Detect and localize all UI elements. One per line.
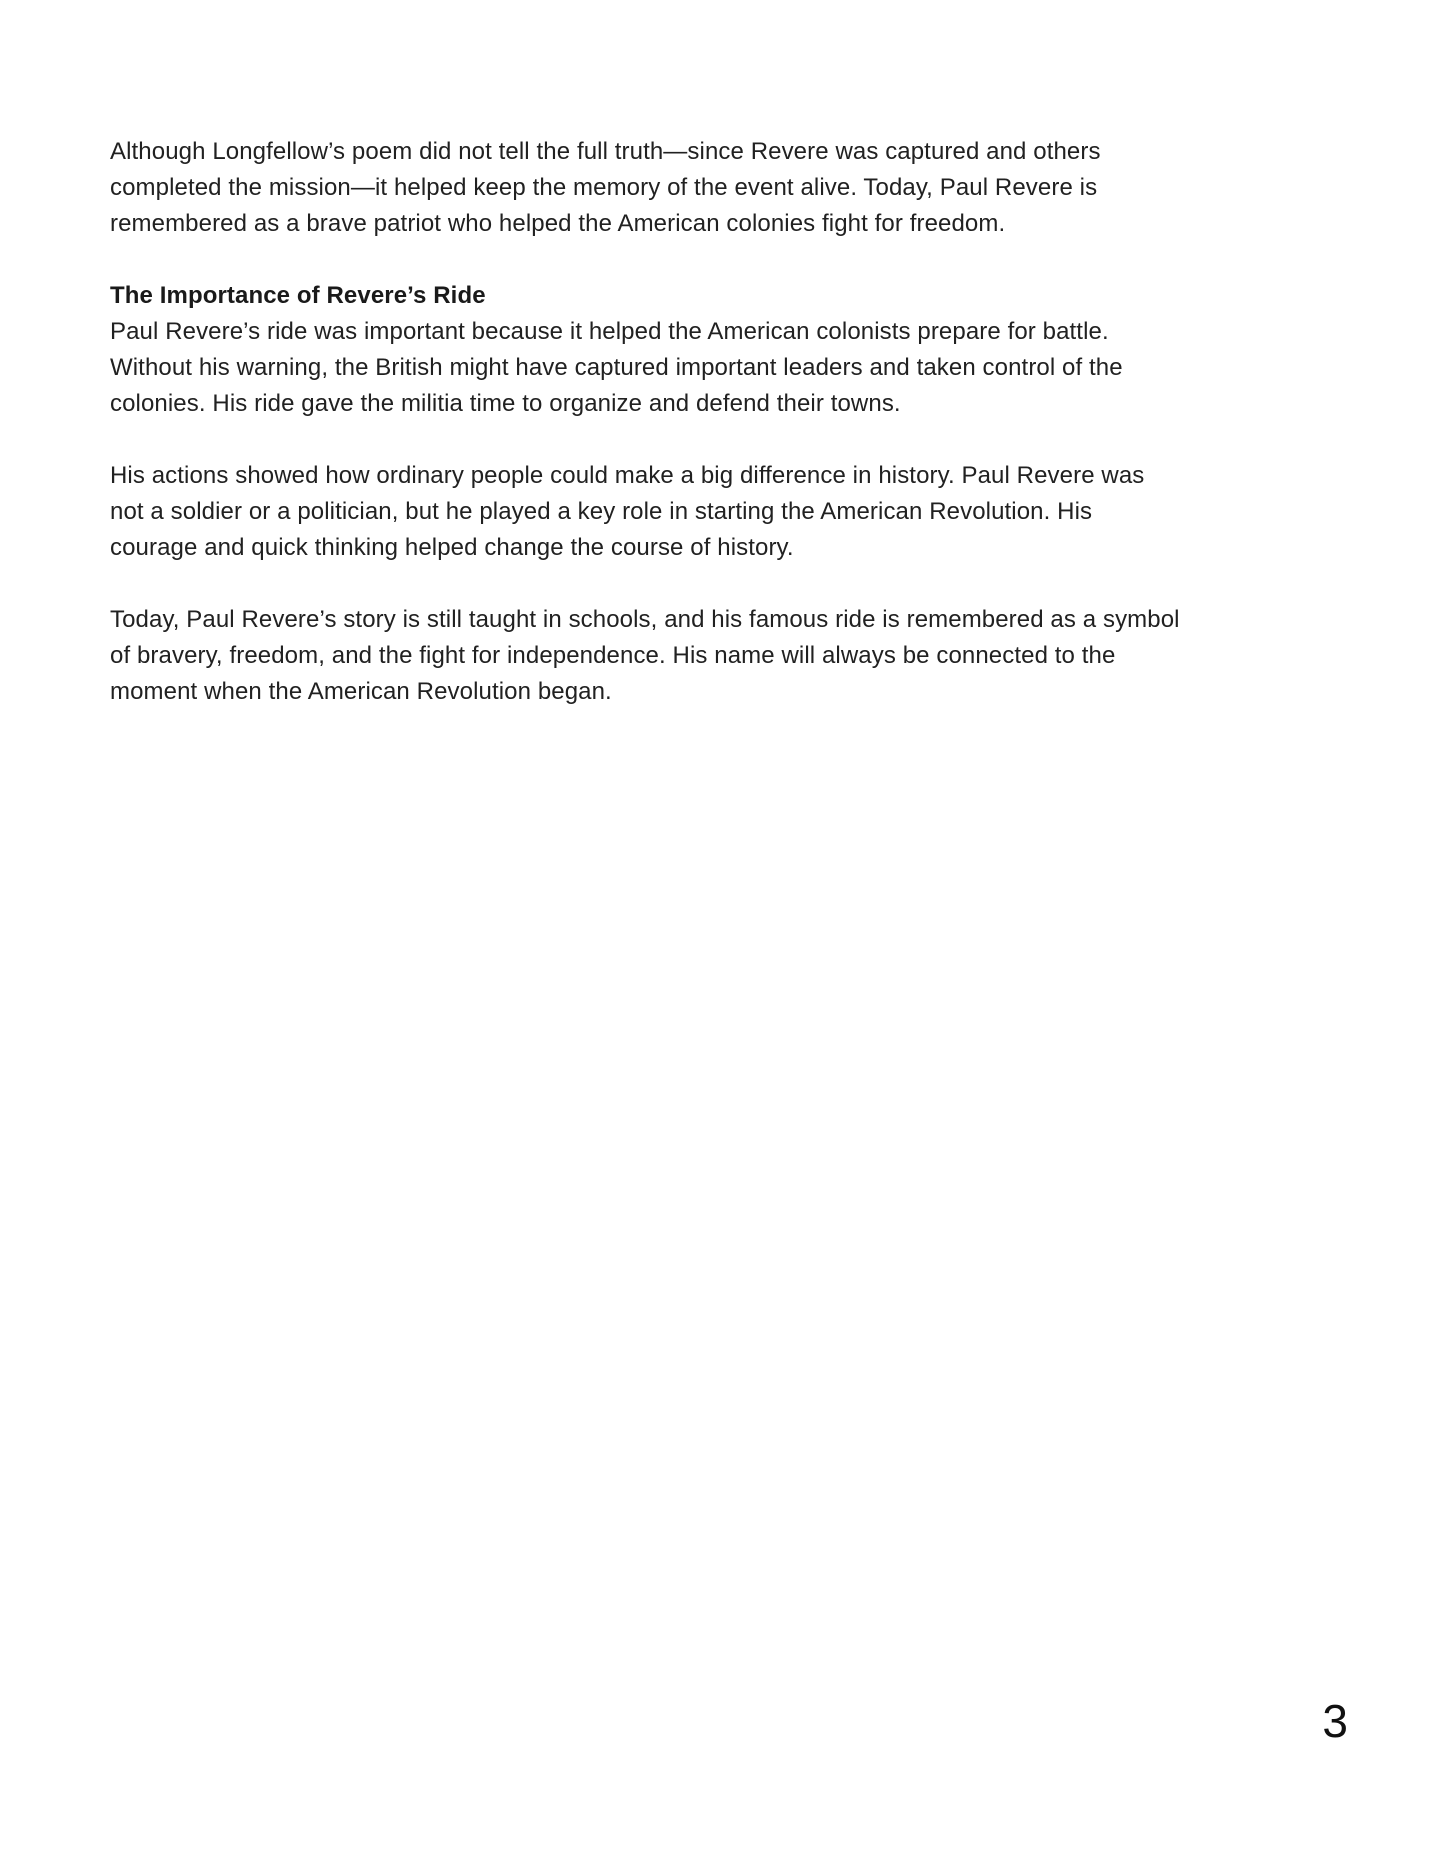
- paragraph-line: not a soldier or a politician, but he played a key role in starting the American Revolution. His: [110, 498, 1093, 525]
- paragraph-line: completed the mission—it helped keep the memory of the event alive. Today, Paul Revere is: [110, 174, 1098, 201]
- paragraph-line: colonies. His ride gave the militia time to organize and defend their towns.: [110, 390, 901, 417]
- paragraph-longfellow-legacy: [110, 134, 1350, 242]
- paragraph-line: Without his warning, the British might have captured important leaders and taken control of the: [110, 354, 1123, 381]
- document-content: [110, 134, 1350, 746]
- paragraph-line: Paul Revere’s ride was important because it helped the American colonists prepare for battle.: [110, 318, 1109, 345]
- paragraph-ordinary-people: [110, 458, 1350, 566]
- paragraph-line: Although Longfellow’s poem did not tell the full truth—since Revere was captured and others: [110, 138, 1101, 165]
- paragraph-line: moment when the American Revolution began.: [110, 678, 612, 705]
- paragraph-line: of bravery, freedom, and the fight for independence. His name will always be connected to the: [110, 642, 1116, 669]
- paragraph-line: His actions showed how ordinary people could make a big difference in history. Paul Revere was: [110, 462, 1145, 489]
- paragraph-line: courage and quick thinking helped change the course of history.: [110, 534, 794, 561]
- paragraph-legacy-today: [110, 602, 1350, 710]
- paragraph-line: remembered as a brave patriot who helped the American colonies fight for freedom.: [110, 210, 1006, 237]
- page-number: 3: [1322, 1695, 1348, 1747]
- paragraph-line: Today, Paul Revere’s story is still taught in schools, and his famous ride is remembered as a symbol: [110, 606, 1180, 633]
- paragraph-ride-importance: [110, 314, 1350, 422]
- section-heading-text: The Importance of Revere’s Ride: [110, 282, 486, 309]
- section-heading-importance: [110, 278, 1350, 314]
